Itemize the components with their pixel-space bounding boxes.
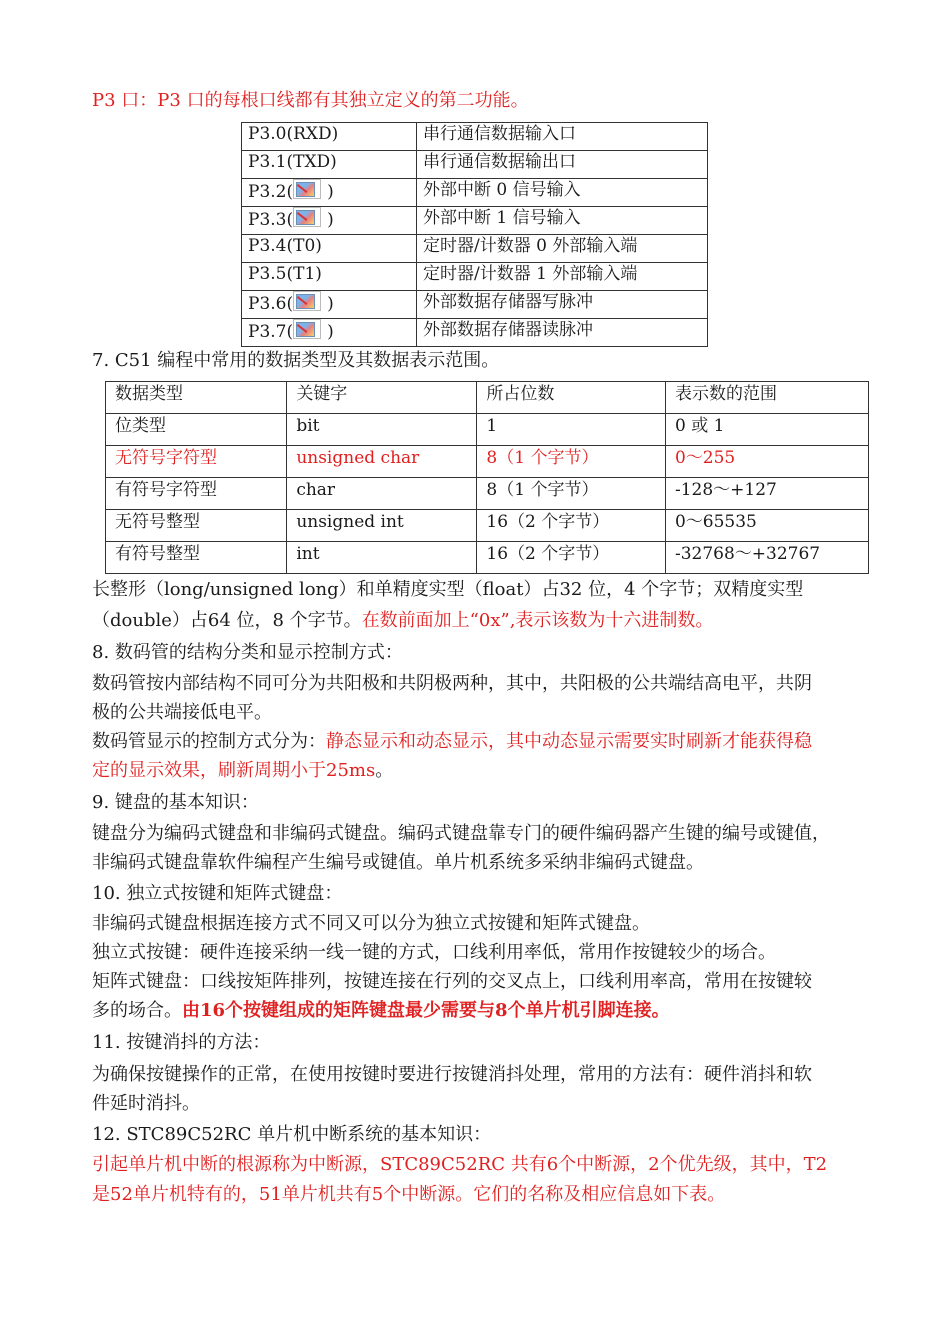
table-cell: bit — [287, 414, 477, 446]
pin-name: P3.7( — [248, 322, 294, 342]
section-12-line-1: 引起单片机中断的根源称为中断源，STC89C52RC 共有6个中断源，2个优先级，其中，T2 — [92, 1154, 828, 1175]
section-7-heading: 7. C51 编程中常用的数据类型及其数据表示范围。 — [92, 350, 500, 371]
table-cell: -128～+127 — [665, 478, 868, 510]
pin-function-cell: 外部数据存储器读脉冲 — [417, 319, 708, 347]
text-run: 数码管显示的控制方式分为： — [92, 731, 326, 752]
pin-name-cell — [242, 263, 417, 291]
section-10-line-2: 独立式按键：硬件连接采纳一线一键的方式，口线利用率低，常用作按键较少的场合。 — [92, 942, 776, 963]
section-10-heading: 10. 独立式按键和矩阵式键盘： — [92, 883, 343, 904]
pin-name: P3.0(RXD) — [248, 124, 339, 144]
pin-name-cell — [242, 151, 417, 179]
pin-name: P3.2( — [248, 182, 294, 202]
pin-name-cell — [242, 291, 417, 319]
section-8-para-2-line-1 — [92, 730, 812, 754]
broken-image-icon — [293, 207, 321, 227]
column-header: 数据类型 — [106, 382, 287, 414]
hex-note: 在数前面加上“0x”,表示该数为十六进制数。 — [361, 610, 714, 631]
pin-name: P3.1(TXD) — [248, 152, 337, 172]
table-row — [106, 542, 869, 574]
p3-table-row — [242, 123, 708, 151]
pin-name-cell — [242, 123, 417, 151]
column-header: 表示数的范围 — [665, 382, 868, 414]
column-header: 所占位数 — [477, 382, 666, 414]
table-cell: 16（2 个字节） — [477, 510, 666, 542]
p3-table-row — [242, 151, 708, 179]
broken-image-icon — [293, 319, 321, 339]
data-type-table — [105, 381, 869, 574]
table-cell: 8（1 个字节） — [477, 478, 666, 510]
table-cell: int — [287, 542, 477, 574]
table-row — [106, 478, 869, 510]
table-row — [106, 446, 869, 478]
section-7-note-line-2 — [92, 609, 713, 633]
note-text: （double）占64 位，8 个字节。 — [92, 610, 362, 631]
pin-function-cell: 外部中断 1 信号输入 — [417, 207, 708, 235]
table-cell: 1 — [477, 414, 666, 446]
section-11-line-2: 件延时消抖。 — [92, 1093, 200, 1114]
pin-function-cell: 串行通信数据输出口 — [417, 151, 708, 179]
section-10-line-3: 矩阵式键盘：口线按矩阵排列，按键连接在行列的交叉点上，口线利用率高，常用在按键较 — [92, 971, 812, 992]
pin-name-suffix: ) — [327, 322, 334, 342]
table-cell: char — [287, 478, 477, 510]
pin-name-cell — [242, 235, 417, 263]
table-row — [106, 414, 869, 446]
section-8-para-1-line-1: 数码管按内部结构不同可分为共阳极和共阴极两种，其中，共阳极的公共端结高电平，共阴 — [92, 673, 812, 694]
table-cell: 8（1 个字节） — [477, 446, 666, 478]
pin-name: P3.6( — [248, 294, 294, 314]
table-cell: 有符号字符型 — [106, 478, 287, 510]
section-9-line-1: 键盘分为编码式键盘和非编码式键盘。编码式键盘靠专门的硬件编码器产生键的编号或键值， — [92, 823, 830, 844]
table-cell: 无符号字符型 — [106, 446, 287, 478]
highlight-run: 定的显示效果，刷新周期小于25ms — [92, 760, 376, 781]
p3-table-row — [242, 179, 708, 207]
p3-table-row — [242, 207, 708, 235]
section-12-line-2: 是52单片机特有的，51单片机共有5个中断源。它们的名称及相应信息如下表。 — [92, 1184, 726, 1205]
section-11-line-1: 为确保按键操作的正常，在使用按键时要进行按键消抖处理，常用的方法有：硬件消抖和软 — [92, 1064, 812, 1085]
highlight-run: 静态显示和动态显示，其中动态显示需要实时刷新才能获得稳 — [326, 731, 812, 752]
pin-name: P3.4(T0) — [248, 236, 322, 256]
pin-function-cell: 定时器/计数器 1 外部输入端 — [417, 263, 708, 291]
broken-image-icon — [293, 179, 321, 199]
table-cell: 无符号整型 — [106, 510, 287, 542]
section-9-heading: 9. 键盘的基本知识： — [92, 792, 259, 813]
table-cell: -32768～+32767 — [665, 542, 868, 574]
p3-table-row — [242, 235, 708, 263]
section-9-line-2: 非编码式键盘靠软件编程产生编号或键值。单片机系统多采纳非编码式键盘。 — [92, 852, 704, 873]
pin-name-suffix: ) — [327, 294, 334, 314]
p3-function-table — [241, 122, 708, 347]
table-cell: unsigned int — [287, 510, 477, 542]
text-run: 。 — [375, 760, 394, 781]
section-10-line-4 — [92, 999, 670, 1023]
section-12-heading: 12. STC89C52RC 单片机中断系统的基本知识： — [92, 1124, 492, 1145]
section-8-para-1-line-2: 极的公共端接低电平。 — [92, 702, 272, 723]
column-header: 关键字 — [287, 382, 477, 414]
pin-name-suffix: ) — [327, 210, 334, 230]
pin-name: P3.3( — [248, 210, 294, 230]
highlight-run: 由16个按键组成的矩阵键盘最少需要与8个单片机引脚连接。 — [182, 1000, 670, 1021]
section-7-note-line-1: 长整形（long/unsigned long）和单精度实型（float）占32 位，4 个字节；双精度实型 — [92, 579, 804, 600]
table-cell: unsigned char — [287, 446, 477, 478]
pin-function-cell: 外部数据存储器写脉冲 — [417, 291, 708, 319]
table-cell: 0～255 — [665, 446, 868, 478]
p3-table-row — [242, 263, 708, 291]
table-cell: 0～65535 — [665, 510, 868, 542]
p3-table-row — [242, 319, 708, 347]
section-8-para-2-line-2 — [92, 759, 393, 783]
table-cell: 位类型 — [106, 414, 287, 446]
table-cell: 有符号整型 — [106, 542, 287, 574]
pin-name-suffix: ) — [327, 182, 334, 202]
table-cell: 0 或 1 — [665, 414, 868, 446]
text-run: 多的场合。 — [92, 1000, 182, 1021]
p3-table-row — [242, 291, 708, 319]
pin-name-cell — [242, 207, 417, 235]
pin-name-cell — [242, 179, 417, 207]
pin-name: P3.5(T1) — [248, 264, 322, 284]
table-row — [106, 510, 869, 542]
section-11-heading: 11. 按键消抖的方法： — [92, 1032, 271, 1053]
pin-function-cell: 定时器/计数器 0 外部输入端 — [417, 235, 708, 263]
p3-heading: P3 口：P3 口的每根口线都有其独立定义的第二功能。 — [92, 90, 529, 111]
section-10-line-1: 非编码式键盘根据连接方式不同又可以分为独立式按键和矩阵式键盘。 — [92, 913, 650, 934]
table-cell: 16（2 个字节） — [477, 542, 666, 574]
section-8-heading: 8. 数码管的结构分类和显示控制方式： — [92, 642, 403, 663]
pin-function-cell: 串行通信数据输入口 — [417, 123, 708, 151]
table-header-row — [106, 382, 869, 414]
broken-image-icon — [293, 291, 321, 311]
pin-function-cell: 外部中断 0 信号输入 — [417, 179, 708, 207]
pin-name-cell — [242, 319, 417, 347]
